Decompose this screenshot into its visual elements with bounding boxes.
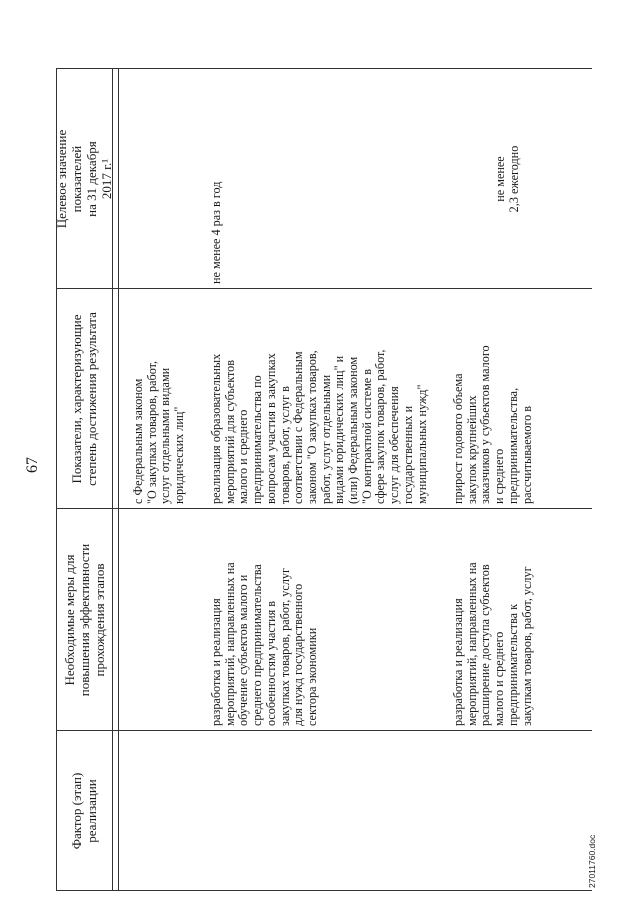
measures-table <box>56 68 592 891</box>
row-1-indicators: с Федеральным законом "О закупках товаров, работ, услуг отдельными видами юридических лиц" <box>131 360 187 504</box>
column-divider <box>56 730 592 731</box>
row-2-target: не менее 4 раз в год <box>209 181 223 284</box>
header-target: Целевое значение показателей на 31 декабря 2017 г.¹ <box>54 129 114 229</box>
row-2-indicators: реализация образовательных мероприятий для субъектов малого и среднего предпринимательства по вопросам участия в закупках товаров, работ, услуг в соответствии с Федеральным законом "О закупках товаров, работ, услуг отдельными видами юридических лиц" и (или) Федеральным законом "О контрактной системе в сфере закупок товаров, работ, услуг для обеспечения государственных и муниципальных нужд" <box>209 349 429 504</box>
table-border-right <box>56 68 592 69</box>
column-divider <box>56 508 592 509</box>
row-2-measures: разработка и реализация мероприятий, направленных на обучение субъектов малого и среднего предпринимательства особенностям участия в закупках товаров, работ, услуг для нужд государственного сектора экономики <box>209 562 319 726</box>
header-divider <box>118 68 119 891</box>
table-border-left <box>56 890 592 891</box>
page-number: 67 <box>24 457 41 473</box>
header-measures: Необходимые меры для повышения эффективности прохождения этапов <box>61 543 107 697</box>
file-name: 27011760.doc <box>587 834 597 888</box>
header-factor: Фактор (этап) реализации <box>69 772 99 850</box>
column-divider <box>56 288 592 289</box>
row-3-measures: разработка и реализация мероприятий, направленных на расширение доступа субъектов малого и среднего предпринимательства к закупкам товаров, работ, услуг <box>451 562 534 726</box>
row-3-indicators: прирост годового объема закупок крупнейших заказчиков у субъектов малого и среднего предпринимательства, рассчитываемого в <box>451 345 534 504</box>
row-3-target: не менее 2,3 ежегодно <box>493 145 521 213</box>
header-indicators: Показатели, характеризующие степень достижения результата <box>69 312 99 486</box>
